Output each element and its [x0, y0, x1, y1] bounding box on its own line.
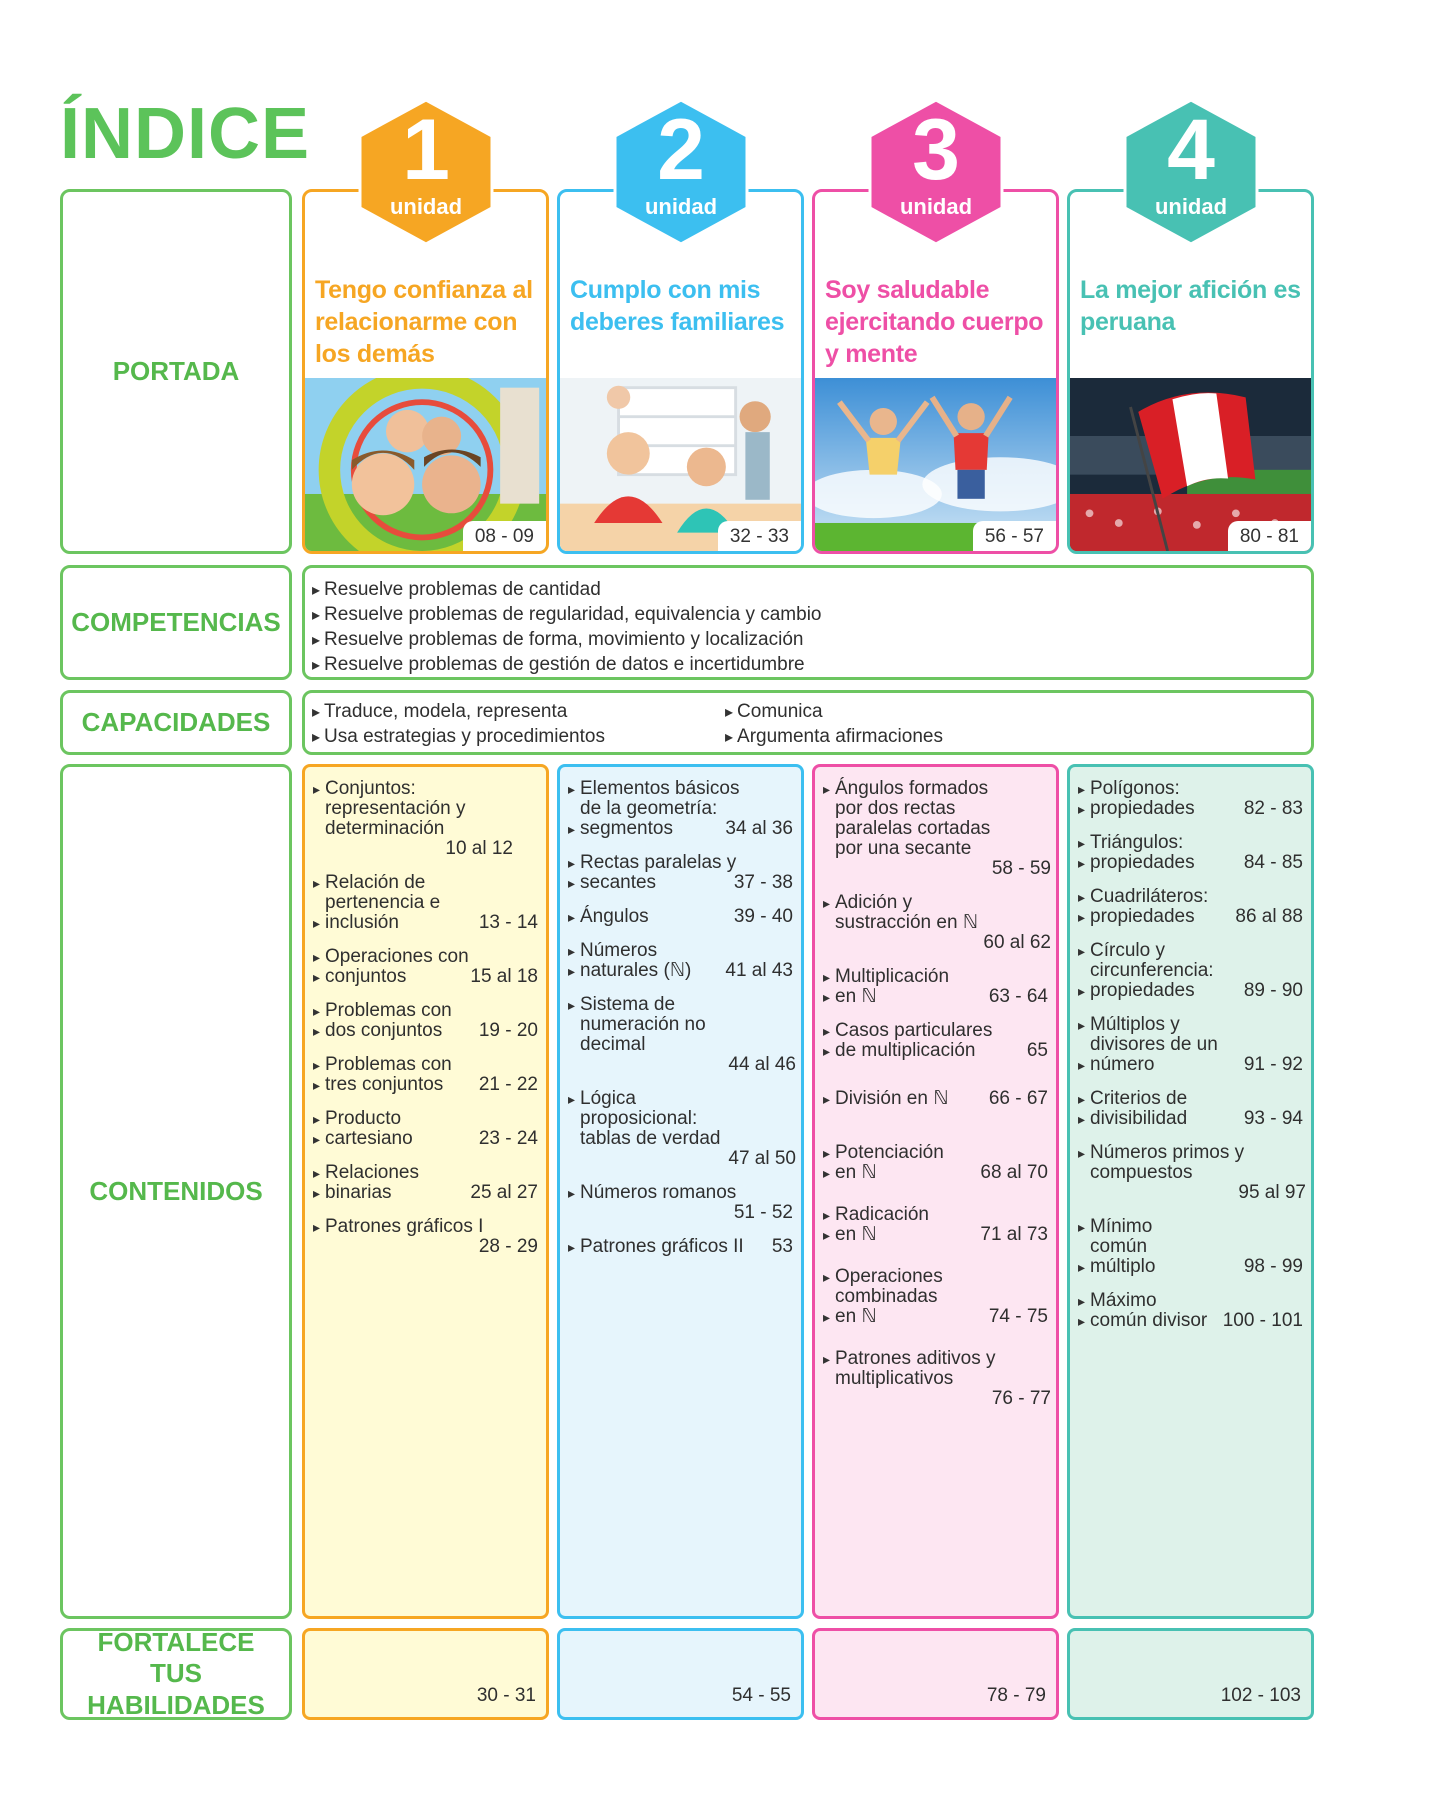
contenido-pages: 10 al 12: [445, 838, 513, 859]
fortalece-label: FORTALECE TUS HABILIDADES: [87, 1627, 265, 1720]
fortalece-unit-2: [557, 1628, 804, 1720]
contenido-text: Múltiplos y divisores de un número: [1090, 1014, 1218, 1075]
fortalece-pages: 102 - 103: [1220, 1685, 1301, 1706]
contenido-pages: 95 al 97: [1238, 1182, 1306, 1203]
contenidos-unit-2: [557, 764, 804, 1619]
unit-1-word: unidad: [389, 194, 463, 219]
contenido-pages: ▸ 41 al 43: [725, 960, 793, 981]
unit-3-theme: Soy saludable ejercitando cuerpo y mente: [825, 276, 1044, 368]
contenido-text: Cuadriláteros: propiedades: [1090, 886, 1209, 927]
unit-2-number: 2: [657, 102, 705, 198]
competencias-list: [312, 578, 821, 678]
contenido-pages: 58 - 59: [991, 858, 1051, 879]
contenido-text: Máximo común divisor: [1090, 1290, 1208, 1331]
fortalece-pages: 78 - 79: [986, 1685, 1046, 1706]
contenido-text: Patrones aditivos y multiplicativos: [835, 1348, 996, 1389]
contenido-pages: ▸ 37 - 38: [733, 872, 793, 893]
contenido-text: Adición y sustracción en ℕ: [835, 892, 979, 933]
contenido-item: [568, 1237, 793, 1257]
capacidades-label: CAPACIDADES: [81, 706, 271, 737]
unit-4-word: unidad: [1154, 194, 1228, 219]
capacidades-list-right: [725, 700, 943, 750]
contenido-pages: 47 al 50: [728, 1148, 796, 1169]
unit-1-badge: [356, 98, 496, 248]
contenido-pages: 44 al 46: [728, 1054, 796, 1075]
contenido-item-pages: [1078, 981, 1303, 1001]
unit-2-word: unidad: [644, 194, 718, 219]
contenido-item: [313, 779, 513, 859]
contenido-pages: 51 - 52: [733, 1202, 793, 1223]
contenido-text: Radicación en ℕ: [835, 1204, 929, 1245]
unit-1-pages: 08 - 09: [463, 521, 546, 551]
contenido-pages: 66 - 67: [988, 1088, 1048, 1109]
unit-3-word: unidad: [899, 194, 973, 219]
contenido-text: Potenciación en ℕ: [835, 1142, 944, 1183]
contenido-pages: ▸ 65: [1026, 1040, 1048, 1061]
contenido-text: Números naturales (ℕ): [580, 940, 692, 981]
contenido-text: Triángulos: propiedades: [1090, 832, 1195, 873]
contenido-text: Conjuntos: representación y determinación: [325, 778, 466, 839]
unit-4-number: 4: [1167, 102, 1215, 198]
contenido-item: [823, 1089, 1048, 1109]
contenido-pages: ▸ 19 - 20: [478, 1020, 538, 1041]
portada-label: PORTADA: [112, 355, 240, 386]
capacidad-item: ▸ Argumenta afirmaciones: [725, 725, 943, 750]
contenido-item-pages: [568, 961, 793, 981]
contenido-text: Rectas paralelas y secantes: [580, 852, 737, 893]
capacidad-item: ▸ Usa estrategias y procedimientos: [312, 725, 605, 750]
contenido-item-pages: [313, 913, 538, 933]
contenido-pages: ▸ 98 - 99: [1243, 1256, 1303, 1277]
contenido-item-pages: [568, 819, 793, 839]
contenido-text: Números romanos: [580, 1182, 737, 1203]
unit-1-number: 1: [402, 102, 450, 198]
contenido-text: Lógica proposicional: tablas de verdad: [580, 1088, 721, 1149]
contenido-pages: ▸ 63 - 64: [988, 986, 1048, 1007]
contenido-pages: ▸ 23 - 24: [478, 1128, 538, 1149]
contenido-text: Elementos básicos de la geometría: segmentos: [580, 778, 740, 839]
contenido-item-pages: [313, 1183, 538, 1203]
contenido-item-pages: [1078, 1311, 1303, 1331]
contenido-item-pages: [1078, 853, 1303, 873]
contenido-item-pages: [823, 1041, 1048, 1061]
contenido-pages: ▸ 71 al 73: [980, 1224, 1048, 1245]
contenido-item-pages: [1078, 1109, 1303, 1129]
unit-4-badge: [1121, 98, 1261, 248]
contenido-text: Relación de pertenencia e inclusión: [325, 872, 441, 933]
contenido-text: Sistema de numeración no decimal: [580, 994, 706, 1055]
fortalece-unit-4: [1067, 1628, 1314, 1720]
unit-3-pages: 56 - 57: [973, 521, 1056, 551]
unit-2-badge: [611, 98, 751, 248]
contenidos-unit-1: [302, 764, 549, 1619]
contenido-item-pages: [568, 873, 793, 893]
contenido-text: Patrones gráficos I: [325, 1216, 484, 1237]
contenido-text: Mínimo común múltiplo: [1090, 1216, 1156, 1277]
contenido-text: Círculo y circunferencia: propiedades: [1090, 940, 1214, 1001]
unit-4-theme: La mejor afición es peruana: [1080, 276, 1301, 336]
contenido-text: Multiplicación en ℕ: [835, 966, 950, 1007]
contenido-item: [823, 892, 1051, 953]
contenido-text: Producto cartesiano: [325, 1108, 413, 1149]
contenido-item-pages: [1078, 1257, 1303, 1277]
unit-2-theme: Cumplo con mis deberes familiares: [570, 276, 785, 336]
contenido-pages: ▸ 91 - 92: [1243, 1054, 1303, 1075]
contenido-text: Patrones gráficos II: [580, 1236, 744, 1257]
unit-3-badge: [866, 98, 1006, 248]
contenido-item-pages: [823, 987, 1048, 1007]
contenido-pages: ▸ 86 al 88: [1235, 906, 1303, 927]
fortalece-unit-3: [812, 1628, 1059, 1720]
contenido-pages: 60 al 62: [983, 932, 1051, 953]
contenido-text: Ángulos: [580, 906, 649, 927]
contenido-item: [568, 907, 793, 927]
contenido-item-pages: [1078, 799, 1303, 819]
contenido-pages: 28 - 29: [478, 1236, 538, 1257]
contenidos-unit-3: [812, 764, 1059, 1619]
unit-2-pages: 32 - 33: [718, 521, 801, 551]
competencia-item: ▸ Resuelve problemas de forma, movimiento y localización: [312, 628, 821, 653]
contenido-item: [823, 1348, 1051, 1409]
contenido-item: [568, 994, 796, 1075]
contenido-pages: ▸ 89 - 90: [1243, 980, 1303, 1001]
capacidad-item: ▸ Comunica: [725, 700, 943, 725]
contenido-pages: ▸ 93 - 94: [1243, 1108, 1303, 1129]
contenido-item: [1078, 1142, 1306, 1203]
contenido-pages: ▸ 74 - 75: [988, 1306, 1048, 1327]
contenido-text: Números primos y compuestos: [1090, 1142, 1245, 1183]
contenido-item: [568, 1183, 793, 1223]
contenido-pages: ▸ 34 al 36: [725, 818, 793, 839]
contenido-pages: 39 - 40: [733, 906, 793, 927]
contenido-item-pages: [823, 1163, 1048, 1183]
contenido-pages: ▸ 100 - 101: [1222, 1310, 1303, 1331]
contenido-text: Polígonos: propiedades: [1090, 778, 1195, 819]
contenido-pages: 53: [771, 1236, 793, 1257]
contenido-item: [568, 1088, 796, 1169]
contenido-item-pages: [1078, 1055, 1303, 1075]
competencias-label: COMPETENCIAS: [71, 606, 281, 637]
contenido-pages: ▸ 13 - 14: [478, 912, 538, 933]
contenido-text: División en ℕ: [835, 1088, 949, 1109]
contenido-text: Operaciones con conjuntos: [325, 946, 469, 987]
contenido-pages: ▸ 25 al 27: [470, 1182, 538, 1203]
fortalece-unit-1: [302, 1628, 549, 1720]
competencia-item: ▸ Resuelve problemas de cantidad: [312, 578, 821, 603]
capacidades-list-left: [312, 700, 605, 750]
contenido-item: [313, 1217, 538, 1257]
contenido-pages: 76 - 77: [991, 1388, 1051, 1409]
contenido-text: Ángulos formados por dos rectas paralelas cortadas por una secante: [835, 778, 991, 859]
unit-3-number: 3: [912, 102, 960, 198]
competencia-item: ▸ Resuelve problemas de gestión de datos e incertidumbre: [312, 653, 821, 678]
contenido-pages: ▸ 84 - 85: [1243, 852, 1303, 873]
capacidad-item: ▸ Traduce, modela, representa: [312, 700, 605, 725]
contenido-pages: ▸ 82 - 83: [1243, 798, 1303, 819]
contenido-item-pages: [313, 1021, 538, 1041]
contenido-item-pages: [313, 1129, 538, 1149]
contenidos-unit-4: [1067, 764, 1314, 1619]
contenido-item-pages: [313, 1075, 538, 1095]
contenido-item-pages: [823, 1307, 1048, 1327]
contenido-item: [823, 778, 1051, 879]
fortalece-pages: 30 - 31: [476, 1685, 536, 1706]
unit-1-theme: Tengo confianza al relacionarme con los demás: [315, 276, 533, 368]
contenido-text: Problemas con dos conjuntos: [325, 1000, 452, 1041]
contenido-text: Criterios de divisibilidad: [1090, 1088, 1188, 1129]
unit-4-pages: 80 - 81: [1228, 521, 1311, 551]
contenido-text: Casos particulares de multiplicación: [835, 1020, 993, 1061]
contenido-item-pages: [823, 1225, 1048, 1245]
contenido-item-pages: [313, 967, 538, 987]
contenido-text: Problemas con tres conjuntos: [325, 1054, 452, 1095]
page-title: ÍNDICE: [60, 94, 311, 174]
contenido-pages: ▸ 21 - 22: [478, 1074, 538, 1095]
competencia-item: ▸ Resuelve problemas de regularidad, equivalencia y cambio: [312, 603, 821, 628]
contenido-pages: ▸ 15 al 18: [470, 966, 538, 987]
contenido-pages: ▸ 68 al 70: [980, 1162, 1048, 1183]
contenido-item-pages: [1078, 907, 1303, 927]
contenido-text: Operaciones combinadas en ℕ: [835, 1266, 943, 1327]
contenidos-label: CONTENIDOS: [89, 1175, 263, 1206]
fortalece-pages: 54 - 55: [731, 1685, 791, 1706]
contenido-text: Relaciones binarias: [325, 1162, 419, 1203]
